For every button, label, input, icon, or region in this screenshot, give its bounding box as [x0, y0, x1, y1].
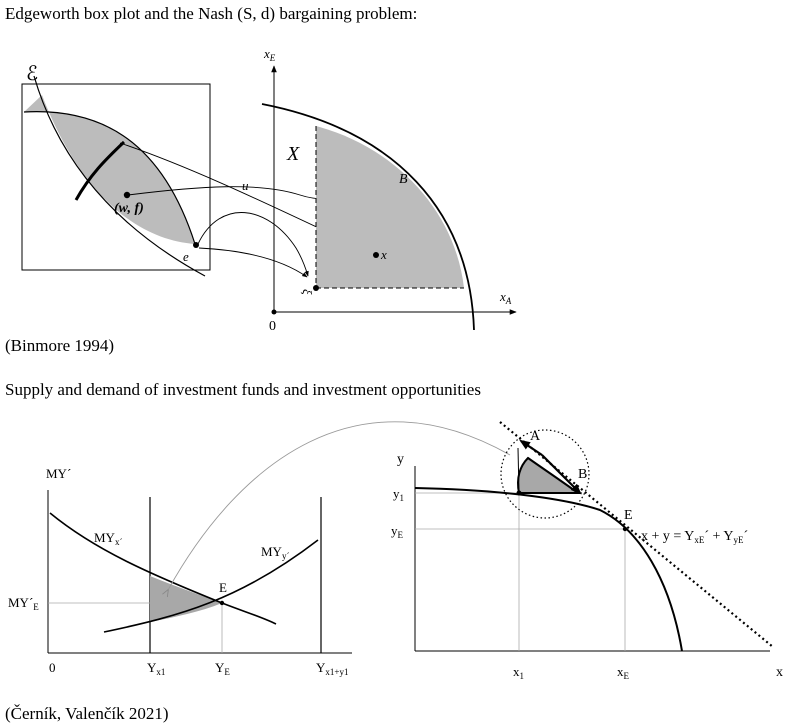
point-xi-label: ξ: [300, 289, 315, 295]
point-e-right-label: E: [624, 508, 633, 523]
label-u: u: [242, 178, 249, 193]
y1-label: $y_1$: [393, 486, 404, 503]
funds-eq-dot: [220, 601, 224, 605]
supply-label: $MY_{y´}$: [261, 544, 290, 561]
point-b-label: B: [399, 172, 408, 187]
feasible-shaded: [316, 126, 464, 288]
point-e-right-dot: [623, 527, 627, 531]
ye-right-label: $y_E$: [391, 523, 403, 540]
point-x-label: x: [381, 247, 387, 262]
gain-region: [518, 458, 578, 493]
box-label: ℰ: [26, 63, 39, 85]
arrow-e-to-xi: [198, 212, 308, 276]
budget-equation: $x + y = Y_{xE}´$ + $Y_{yE}´$: [641, 529, 749, 545]
frontier-chart: [391, 422, 783, 681]
funds-y-label: MY´: [46, 466, 72, 481]
frontier-x-label: x: [776, 665, 783, 680]
mye-label: $MY´_E$: [8, 595, 39, 612]
xe-label: $x_E$: [617, 664, 629, 681]
heading-edgeworth: Edgeworth box plot and the Nash (S, d) bargaining problem:: [5, 4, 418, 23]
label-e: e: [183, 249, 189, 264]
origin-dot: [272, 310, 277, 315]
yx1-label: $Y_{x1}$: [147, 660, 166, 677]
ye-label: $Y_E$: [215, 660, 230, 677]
point-x-dot: [373, 252, 379, 258]
arrow-e-to-xi-2: [199, 248, 307, 277]
nash-set: [262, 46, 516, 334]
yx1y1-label: $Y_{x1+y1}$: [316, 660, 349, 677]
demand-label: $MY_{x´}$: [94, 530, 123, 547]
funds-eq-label: E: [219, 580, 227, 595]
funds-origin-label: 0: [49, 660, 56, 675]
set-x-label: X: [287, 143, 300, 165]
edgeworth-box: [22, 63, 210, 276]
x1-label: $x_1$: [513, 664, 524, 681]
point-a-label: A: [530, 429, 541, 444]
source-cernik: (Černík, Valenčík 2021): [5, 704, 169, 723]
heading-investment: Supply and demand of investment funds and investment opportunities: [5, 380, 481, 399]
point-x1y1-dot: [517, 491, 522, 496]
frontier-curve: [415, 488, 682, 651]
axis-xa-label: $x_A$: [500, 289, 512, 306]
connector-arc: [168, 422, 510, 590]
origin-label: 0: [269, 319, 276, 334]
funds-market: [8, 466, 352, 677]
point-b-right-label: B: [578, 467, 588, 482]
axis-xe-label: $x_E$: [264, 46, 276, 63]
frontier-y-label: y: [397, 452, 404, 467]
source-binmore: (Binmore 1994): [5, 336, 115, 355]
label-wf: (w, f): [114, 201, 144, 216]
